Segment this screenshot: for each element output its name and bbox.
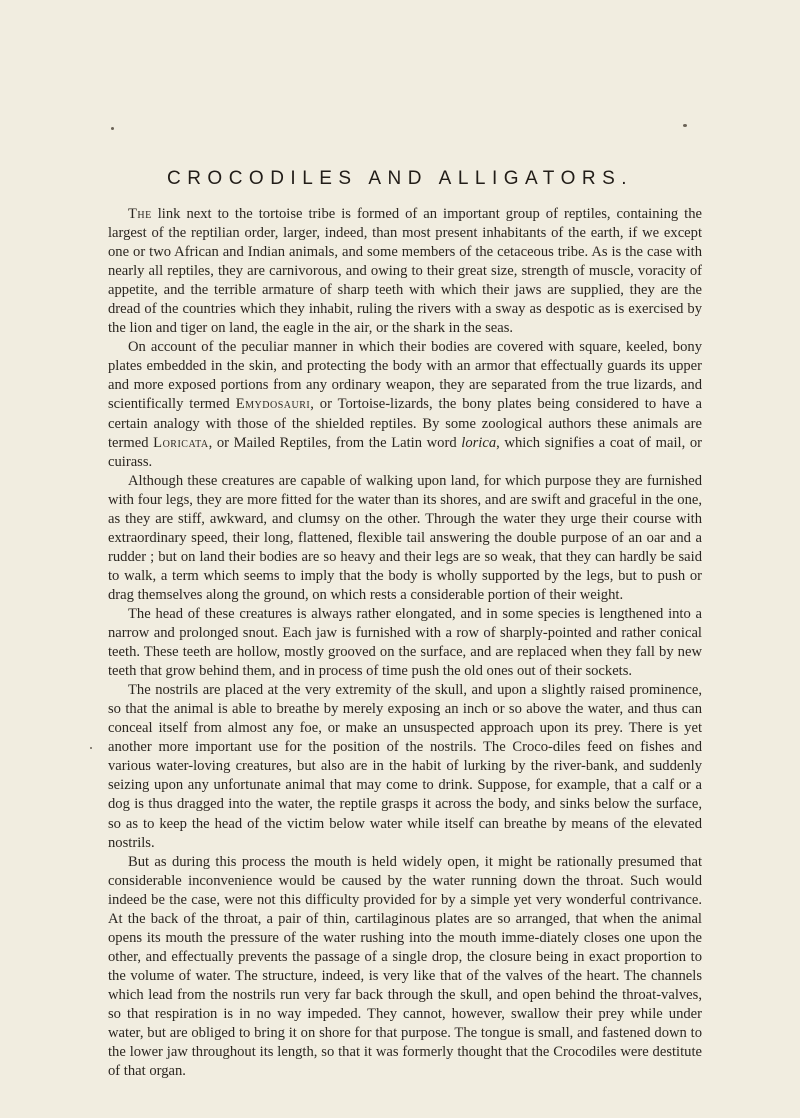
paragraph-text: , which signifies a coat of mail, or cuirass. <box>108 434 703 470</box>
paragraph-text: , or Mailed Reptiles, from the Latin word <box>208 434 462 451</box>
term-emydosauri: Emydosauri <box>235 396 311 413</box>
paragraph-text: On account of the peculiar manner in which their bodies are covered with square, keeled, bony plates embedded in the skin, and protecting the body with an armor that effectually guards its upper and more exposed portions from any ordinary weapon, they are separated from the true lizards, and scientifically termed <box>108 339 702 413</box>
paragraph-text: , or Tortoise-lizards, the bony plates being considered to have a certain analogy with those of the shielded reptiles. By some zoological authors these animals are termed <box>108 396 702 451</box>
term-loricata: Loricata <box>153 434 209 451</box>
print-speck <box>683 124 687 127</box>
print-speck <box>111 127 114 130</box>
paragraph-4: The head of these creatures is always rather elongated, and in some species is lengthened into a narrow and prolonged snout. Each jaw is furnished with a row of sharply-pointed and rather conical teeth. These teeth are hollow, mostly grooved on the surface, and are replaced when they fall by new teeth that grow behind them, and in process of time push the old ones out of their sockets. <box>108 605 702 680</box>
paragraph-3: Although these creatures are capable of walking upon land, for which purpose they are furnished with four legs, they are more fitted for the water than its shores, and are swift and graceful in the one, as they are stiff, awkward, and clumsy on the other. Through the water they urge their course with extraordinary speed, their long, flattened, flexible tail answering the double purpose of an oar and a rudder ; but on land their bodies are so heavy and their legs are so weak, that they can hardly be said to walk, a term which seems to imply that the body is wholly supported by the legs, but to push or drag themselves along the ground, on which rests a considerable portion of their weight. <box>108 472 702 603</box>
paragraph-2 <box>108 338 702 471</box>
paragraph-5: The nostrils are placed at the very extremity of the skull, and upon a slightly raised prominence, so that the animal is able to breathe by merely exposing an inch or so above the water, and thus can conceal itself from almost any foe, or make an unsuspected approach upon its prey. There is yet another more important use for the position of the nostrils. The Croco-diles feed on fishes and various water-loving creatures, but also are in the habit of lurking by the river-bank, and suddenly seizing upon any unfortunate animal that may come to drink. Suppose, for example, that a calf or a dog is thus dragged into the water, the reptile grasps it across the body, and sinks below the surface, so as to keep the head of the victim below water while itself can breathe by means of the elevated nostrils. <box>108 682 702 851</box>
chapter-title: CROCODILES AND ALLIGATORS. <box>166 168 634 189</box>
paragraph-text: link next to the tortoise tribe is formed of an important group of reptiles, containing the largest of the reptilian order, larger, indeed, than most present inhabitants of the earth, if we except one or two African and Indian animals, and some members of the cetaceous tribe. As is the case with nearly all reptiles, they are carnivorous, and owing to their great size, strength of muscle, voracity of appetite, and the terrible armature of sharp teeth with which their jaws are supplied, they are the dread of the countries which they inhabit, ruling the rivers with a sway as despotic as is exercised by the lion and tiger on land, the eagle in the air, or the shark in the seas. <box>108 206 702 337</box>
print-speck <box>90 747 92 749</box>
term-lorica: lorica <box>461 434 497 451</box>
body-text <box>108 205 702 1081</box>
paragraph-6: But as during this process the mouth is held widely open, it might be rationally presumed that considerable inconvenience would be caused by the water running down the throat. Such would indeed be the case, were not this difficulty provided for by a simple yet very wonderful contrivance. At the back of the throat, a pair of thin, cartilaginous plates are so arranged, that when the animal opens its mouth the pressure of the water rushing into the mouth imme-diately closes one upon the other, and effectually prevents the passage of a single drop, the closure being in exact proportion to the volume of water. The structure, indeed, is very like that of the valves of the heart. The channels which lead from the nostrils run very far back through the skull, and open behind the throat-valves, so that respiration is in no way impeded. They cannot, however, swallow their prey while under water, but are obliged to bring it on shore for that purpose. The tongue is small, and fastened down to the lower jaw throughout its length, so that it was formerly thought that the Crocodiles were destitute of that organ. <box>108 853 702 1080</box>
paragraph-lead: The <box>128 206 152 222</box>
paragraph-1 <box>108 205 702 338</box>
